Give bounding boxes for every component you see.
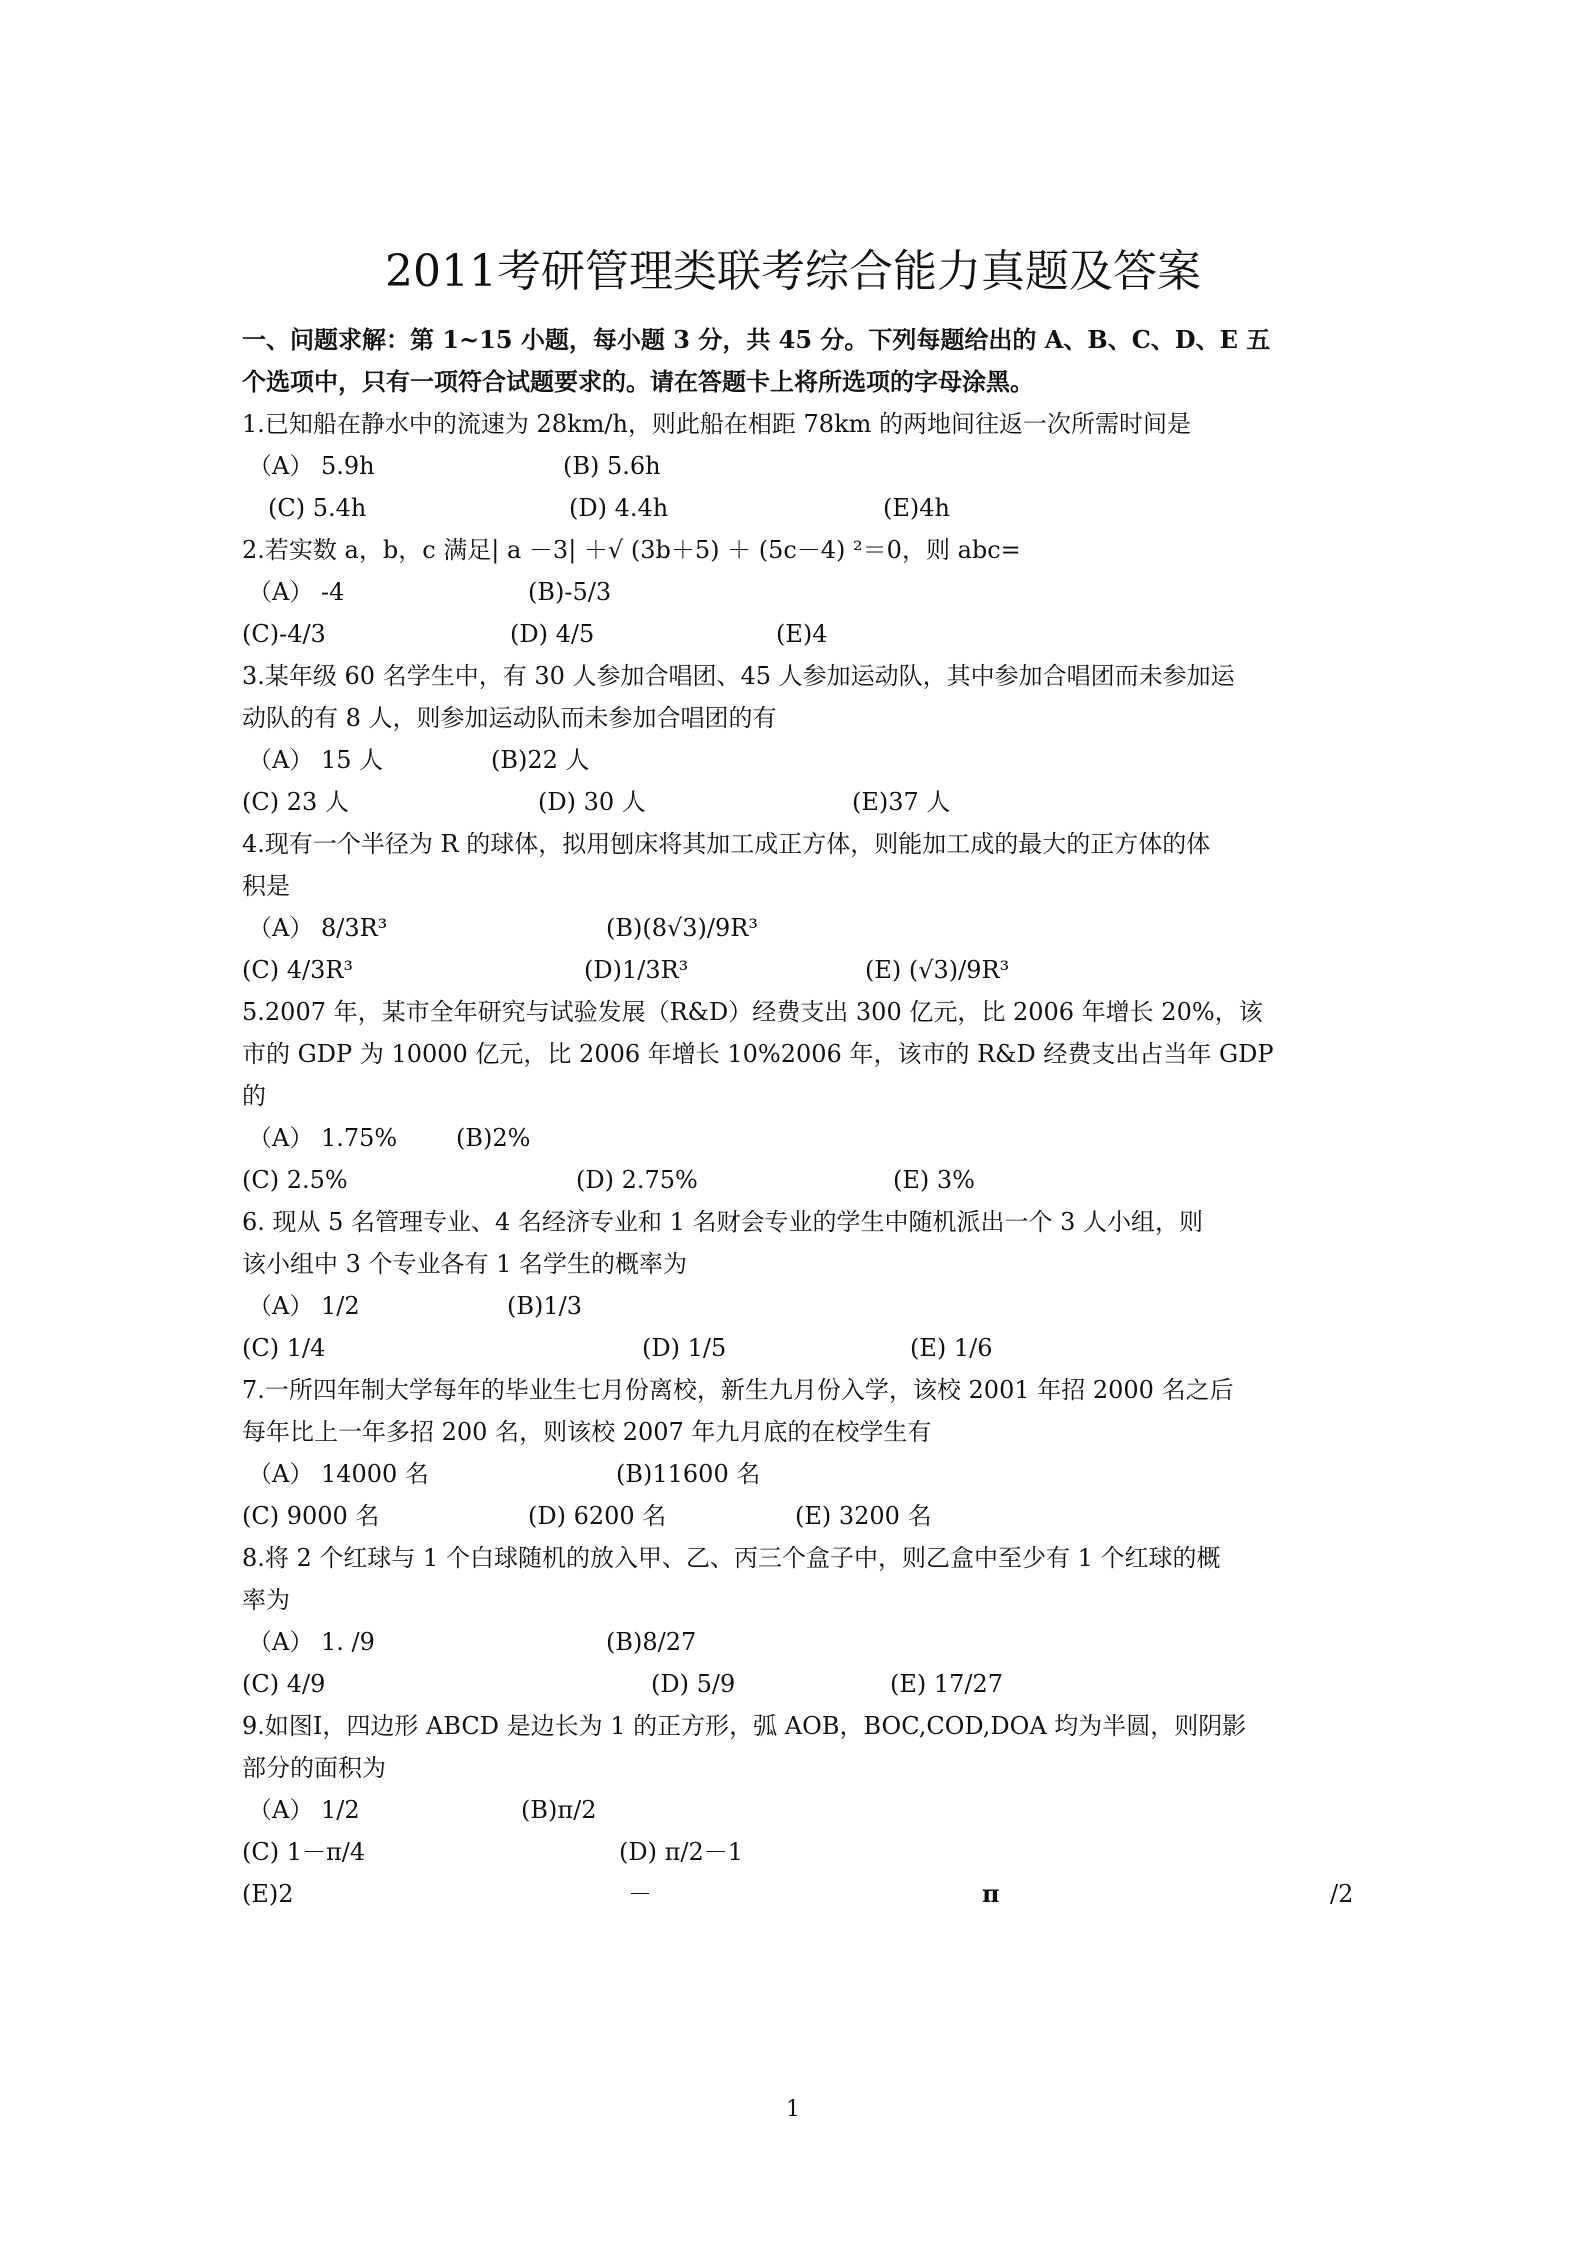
- question-4-stem-line-2: 积是: [242, 872, 290, 900]
- question-6-stem-line-2: 该小组中 3 个专业各有 1 名学生的概率为: [242, 1250, 688, 1278]
- question-9-option-c: (C) 1－π/4: [242, 1838, 366, 1866]
- question-9-option-e-part-2: －: [628, 1880, 652, 1908]
- question-3-option-a: （A） 15 人: [248, 746, 384, 774]
- question-5-option-a: （A） 1.75%: [248, 1124, 398, 1152]
- question-6-option-b: (B)1/3: [507, 1292, 582, 1320]
- question-3-option-d: (D) 30 人: [538, 788, 646, 816]
- question-9-option-b: (B)π/2: [521, 1796, 597, 1824]
- question-6-stem-line-1: 6. 现从 5 名管理专业、4 名经济专业和 1 名财会专业的学生中随机派出一个 3 人小组，则: [242, 1208, 1204, 1236]
- question-9-stem-line-2: 部分的面积为: [242, 1754, 386, 1782]
- question-3-option-e: (E)37 人: [852, 788, 951, 816]
- page-title: 2011考研管理类联考综合能力真题及答案: [385, 246, 1201, 297]
- question-9-stem-line-1: 9.如图Ⅰ，四边形 ABCD 是边长为 1 的正方形，弧 AOB，BOC,COD,DOA 均为半圆，则阴影: [242, 1712, 1247, 1740]
- question-9-option-d: (D) π/2－1: [619, 1838, 743, 1866]
- question-3-stem-line-2: 动队的有 8 人，则参加运动队而未参加合唱团的有: [242, 704, 777, 732]
- question-3-option-c: (C) 23 人: [242, 788, 349, 816]
- question-5-option-c: (C) 2.5%: [242, 1166, 348, 1194]
- question-9-option-e-part-1: (E)2: [242, 1880, 294, 1908]
- question-6-option-d: (D) 1/5: [642, 1334, 727, 1362]
- question-5-stem-line-3: 的: [242, 1082, 266, 1110]
- question-4-option-d: (D)1/3R³: [584, 956, 689, 984]
- question-4-stem-line-1: 4.现有一个半径为 R 的球体，拟用刨床将其加工成正方体，则能加工成的最大的正方体的体: [242, 830, 1211, 858]
- section-instruction-line-2: 个选项中，只有一项符合试题要求的。请在答题卡上将所选项的字母涂黑。: [242, 367, 1034, 396]
- question-6-option-e: (E) 1/6: [910, 1334, 993, 1362]
- section-instruction-line-1: 一、问题求解：第 1~15 小题，每小题 3 分，共 45 分。下列每题给出的 A、B、C、D、E 五: [242, 325, 1271, 354]
- question-5-stem-line-1: 5.2007 年，某市全年研究与试验发展（R&D）经费支出 300 亿元，比 2006 年增长 20%，该: [242, 998, 1263, 1026]
- question-7-option-c: (C) 9000 名: [242, 1502, 380, 1530]
- question-4-option-e: (E) (√3)/9R³: [865, 956, 1010, 984]
- question-2-option-c: (C)-4/3: [242, 620, 326, 648]
- question-1-option-a: （A） 5.9h: [248, 452, 375, 480]
- question-4-option-a: （A） 8/3R³: [248, 914, 388, 942]
- question-9-option-e-part-3: π: [982, 1879, 1000, 1908]
- question-6-option-c: (C) 1/4: [242, 1334, 326, 1362]
- question-3-stem-line-1: 3.某年级 60 名学生中，有 30 人参加合唱团、45 人参加运动队，其中参加合唱团而未参加运: [242, 662, 1235, 690]
- question-8-option-b: (B)8/27: [606, 1628, 697, 1656]
- question-2-option-b: (B)-5/3: [528, 578, 612, 606]
- question-2-stem: 2.若实数 a，b，c 满足| a －3| ＋√ (3b＋5) ＋ (5c－4) ²＝0，则 abc=: [242, 536, 1021, 564]
- question-3-option-b: (B)22 人: [491, 746, 590, 774]
- question-5-stem-line-2: 市的 GDP 为 10000 亿元，比 2006 年增长 10%2006 年，该市的 R&D 经费支出占当年 GDP: [242, 1040, 1274, 1068]
- question-1-option-e: (E)4h: [883, 494, 950, 522]
- question-2-option-a: （A） -4: [248, 578, 345, 606]
- question-2-option-d: (D) 4/5: [510, 620, 595, 648]
- question-4-option-c: (C) 4/3R³: [242, 956, 354, 984]
- question-1-stem: 1.已知船在静水中的流速为 28km/h，则此船在相距 78km 的两地间往返一次所需时间是: [242, 410, 1192, 438]
- question-8-option-a: （A） 1. /9: [248, 1628, 375, 1656]
- question-1-option-d: (D) 4.4h: [569, 494, 669, 522]
- question-2-option-e: (E)4: [776, 620, 828, 648]
- question-7-stem-line-1: 7.一所四年制大学每年的毕业生七月份离校，新生九月份入学，该校 2001 年招 2000 名之后: [242, 1376, 1234, 1404]
- question-8-stem-line-1: 8.将 2 个红球与 1 个白球随机的放入甲、乙、丙三个盒子中，则乙盒中至少有 1 个红球的概: [242, 1544, 1221, 1572]
- question-5-option-e: (E) 3%: [893, 1166, 975, 1194]
- question-1-option-b: (B) 5.6h: [563, 452, 661, 480]
- question-5-option-d: (D) 2.75%: [576, 1166, 698, 1194]
- question-4-option-b: (B)(8√3)/9R³: [606, 914, 758, 942]
- question-7-stem-line-2: 每年比上一年多招 200 名，则该校 2007 年九月底的在校学生有: [242, 1418, 932, 1446]
- question-1-option-c: (C) 5.4h: [268, 494, 367, 522]
- question-7-option-a: （A） 14000 名: [248, 1460, 429, 1488]
- question-5-option-b: (B)2%: [456, 1124, 531, 1152]
- question-9-option-a: （A） 1/2: [248, 1796, 360, 1824]
- question-9-option-e-part-4: /2: [1330, 1880, 1354, 1908]
- question-7-option-d: (D) 6200 名: [528, 1502, 667, 1530]
- page-number: 1: [786, 2097, 800, 2122]
- question-7-option-b: (B)11600 名: [616, 1460, 761, 1488]
- question-7-option-e: (E) 3200 名: [795, 1502, 932, 1530]
- question-8-option-e: (E) 17/27: [890, 1670, 1004, 1698]
- question-8-stem-line-2: 率为: [242, 1586, 290, 1614]
- question-8-option-d: (D) 5/9: [651, 1670, 736, 1698]
- question-8-option-c: (C) 4/9: [242, 1670, 326, 1698]
- question-6-option-a: （A） 1/2: [248, 1292, 360, 1320]
